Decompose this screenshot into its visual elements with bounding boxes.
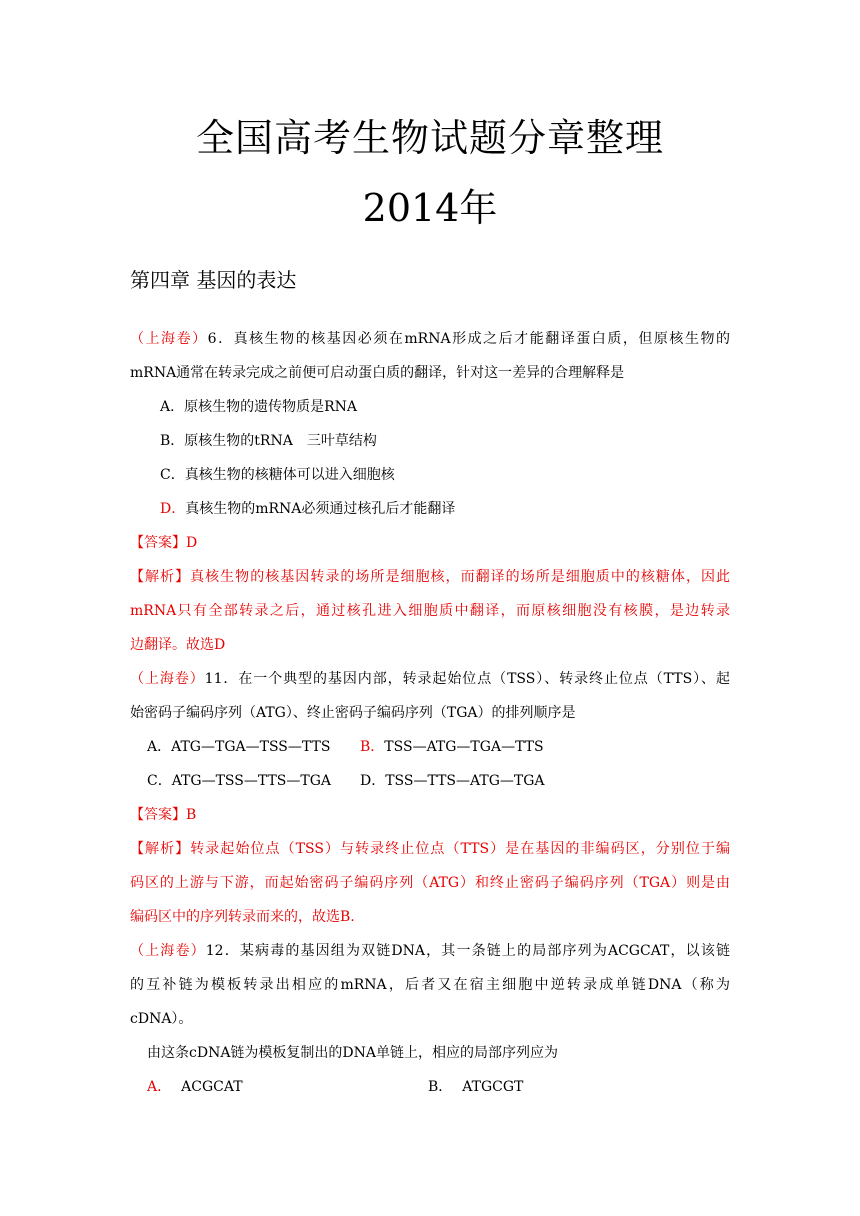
question-12-stem-4: 由这条cDNA链为模板复制出的DNA单链上，相应的局部序列应为: [147, 1045, 559, 1061]
question-12-stem-1: 12．某病毒的基因组为双链DNA，其一条链上的局部序列为ACGCAT，以该链: [205, 943, 730, 959]
document-year: 2014年: [362, 186, 498, 230]
answer-tag: 【答案】: [130, 535, 186, 551]
question-11-analysis-1: [130, 839, 730, 859]
question-11-analysis-3: 编码区中的序列转录而来的，故选B.: [130, 909, 355, 925]
question-6-option-d-text: 真核生物的mRNA必须通过核孔后才能翻译: [185, 501, 456, 517]
question-11-option-b-text: TSS—ATG—TGA—TTS: [384, 739, 544, 755]
question-12-option-b: [428, 1077, 523, 1097]
question-12-option-a-letter: A．: [147, 1079, 172, 1095]
question-11-option-c: C．ATG—TSS—TTS—TGA: [147, 773, 332, 789]
question-6-answer: [130, 533, 730, 553]
chapter-heading: 第四章 基因的表达: [130, 268, 297, 292]
question-6-source: （上海卷）: [130, 331, 208, 347]
question-11-source: （上海卷）: [130, 671, 205, 687]
question-6-stem-2: mRNA通常在转录完成之前便可启动蛋白质的翻译，针对这一差异的合理解释是: [130, 365, 625, 381]
analysis-tag: 【解析】: [130, 841, 191, 857]
analysis-text: 真核生物的核基因转录的场所是细胞核，而翻译的场所是细胞质中的核糖体，因此: [190, 569, 731, 585]
answer-value: D: [186, 535, 198, 551]
question-6-option-d-letter: D．: [160, 501, 186, 517]
question-12-option-a: [147, 1077, 447, 1097]
question-11-option-a: A．ATG—TGA—TSS—TTS: [147, 739, 331, 755]
document-title: 全国高考生物试题分章整理: [195, 116, 664, 160]
question-6-line-1: [130, 329, 730, 349]
question-6-analysis-3: 边翻译。故选D: [130, 637, 226, 653]
answer-value: B: [186, 807, 197, 823]
question-12-line-1: [130, 941, 730, 961]
question-12-option-a-text: ACGCAT: [181, 1079, 243, 1095]
question-6-analysis-1: [130, 567, 730, 587]
question-12-stem-3: cDNA）。: [130, 1011, 193, 1027]
question-6-stem-1: 6．真核生物的核基因必须在mRNA形成之后才能翻译蛋白质，但原核生物的: [207, 331, 731, 347]
question-11-stem-1: 11．在一个典型的基因内部，转录起始位点（TSS）、转录终止位点（TTS）、起: [204, 671, 730, 687]
question-6-option-a: A．原核生物的遗传物质是RNA: [160, 399, 358, 415]
question-11-option-d: D．TSS—TTS—ATG—TGA: [360, 773, 545, 789]
question-6-option-d: [160, 499, 760, 519]
question-12-option-b-text: ATGCGT: [462, 1079, 524, 1095]
question-11-option-b-letter: B．: [360, 739, 385, 755]
question-11-answer: [130, 805, 730, 825]
question-6-option-b: B．原核生物的tRNA 三叶草结构: [160, 433, 377, 449]
question-12-source: （上海卷）: [130, 943, 206, 959]
question-11-option-b: [360, 737, 544, 757]
question-6-option-c: C．真核生物的核糖体可以进入细胞核: [160, 467, 395, 483]
answer-tag: 【答案】: [130, 807, 186, 823]
analysis-tag: 【解析】: [130, 569, 191, 585]
question-12-option-b-letter: B．: [428, 1079, 453, 1095]
question-11-analysis-2: 码区的上游与下游，而起始密码子编码序列（ATG）和终止密码子编码序列（TGA）则是由: [130, 875, 730, 891]
question-6-analysis-2: mRNA只有全部转录之后，通过核孔进入细胞质中翻译，而原核细胞没有核膜，是边转录: [130, 603, 730, 619]
analysis-text: 转录起始位点（TSS）与转录终止位点（TTS）是在基因的非编码区，分别位于编: [190, 841, 730, 857]
question-12-stem-2: 的互补链为模板转录出相应的mRNA，后者又在宿主细胞中逆转录成单链DNA（称为: [130, 977, 730, 993]
question-11-line-1: [130, 669, 730, 689]
question-11-stem-2: 始密码子编码序列（ATG）、终止密码子编码序列（TGA）的排列顺序是: [130, 705, 576, 721]
